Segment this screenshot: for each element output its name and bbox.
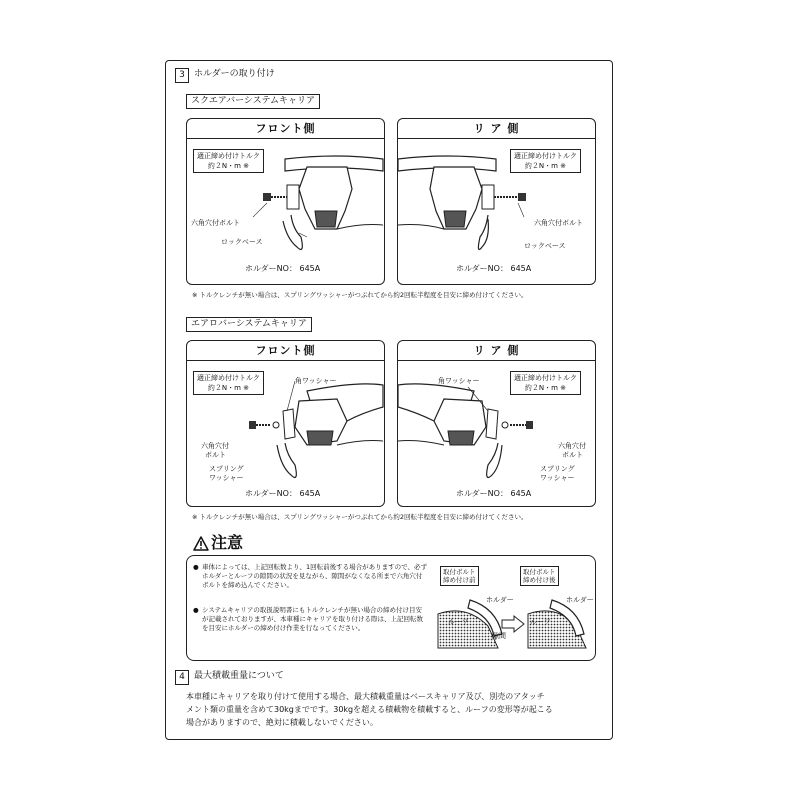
aero-rear-spring-label-2: ワッシャー [540, 474, 575, 482]
holder-label-after: ホルダー [566, 596, 594, 604]
section-4-number: 4 [175, 670, 189, 685]
square-bar-subtitle: スクエアバーシステムキャリア [186, 94, 320, 109]
after-label-1: 取付ボルト [523, 568, 556, 576]
torque-line-2: 約２N・m ※ [524, 162, 567, 170]
aero-rear-header: リ ア 側 [398, 341, 595, 361]
aero-rear-holder-no: ホルダーNO： 645A [456, 489, 532, 498]
square-front-header: フロント側 [187, 119, 384, 139]
bullet-mark: ● [193, 606, 199, 614]
section-3-number: 3 [175, 68, 189, 83]
bullet-mark: ● [193, 563, 199, 571]
body-line-2: メント類の重量を含めて30kgまでです。30kgを超える積載物を積載すると、ルーフの変形等が起こる [186, 705, 553, 714]
square-rear-panel [397, 118, 596, 285]
section-4-title: 最大積載重量について [194, 671, 284, 681]
square-rear-bolt-label: 六角穴付ボルト [534, 219, 583, 227]
torque-line-1: 適正締め付けトルク [514, 374, 577, 382]
before-label-2: 締め付け前 [443, 576, 476, 584]
aero-front-bolt-label-1: 六角穴付 [201, 442, 229, 450]
bullet-text: システムキャリアの取扱説明書にもトルクレンチが無い場合の締め付け目安が記載されておりますが、本車種にキャリアを取り付ける際は、上記回転数を目安にホルダーの締め付け作業を行なってください。 [202, 606, 423, 632]
aero-bar-subtitle: エアロバーシステムキャリア [186, 317, 312, 332]
aero-bar-note: ※ トルクレンチが無い場合は、スプリングワッシャーがつぶれてから約2回転半程度を目安に締め付けてください。 [192, 513, 528, 521]
square-rear-diagram [398, 119, 595, 284]
aero-front-bolt-label-2: ボルト [205, 451, 226, 459]
holder-label-before: ホルダー [486, 596, 514, 604]
square-rear-header: リ ア 側 [398, 119, 595, 139]
torque-line-1: 適正締め付けトルク [197, 152, 260, 160]
body-line-3: 場合がありますので、絶対に積載しないでください。 [186, 718, 378, 727]
gap-label: 隙間 [492, 632, 506, 640]
square-front-holder-no: ホルダーNO： 645A [245, 264, 321, 273]
roof-label-after: ルーフ [530, 618, 551, 626]
section-4-body [186, 690, 586, 729]
aero-rear-bolt-label-1: 六角穴付 [558, 442, 586, 450]
aero-rear-spring-label-1: スプリング [540, 465, 575, 473]
roof-label-before: ルーフ [448, 618, 469, 626]
square-front-torque [193, 149, 264, 173]
body-line-1: 本車種にキャリアを取り付けて使用する場合、最大積載重量はベースキャリア及び、別売のアタッチ [186, 692, 545, 701]
aero-front-header: フロント側 [187, 341, 384, 361]
caution-title: 注意 [211, 533, 244, 552]
after-tighten-box [520, 566, 559, 586]
warning-icon [193, 536, 209, 551]
aero-front-washer-label: 角ワッシャー [295, 377, 337, 385]
aero-rear-washer-label: 角ワッシャー [438, 377, 480, 385]
square-bar-note: ※ トルクレンチが無い場合は、スプリングワッシャーがつぶれてから約2回転半程度を目安に締め付けてください。 [192, 291, 528, 299]
aero-front-panel [186, 340, 385, 507]
aero-front-spring-label-2: ワッシャー [209, 474, 244, 482]
before-label-1: 取付ボルト [443, 568, 476, 576]
square-front-lockbase-label: ロックベース [221, 238, 263, 246]
aero-front-torque [193, 371, 264, 395]
torque-line-2: 約２N・m ※ [207, 162, 250, 170]
before-tighten-box [440, 566, 479, 586]
torque-line-1: 適正締め付けトルク [514, 152, 577, 160]
after-label-2: 締め付け後 [523, 576, 556, 584]
square-front-diagram [187, 119, 384, 284]
aero-front-holder-no: ホルダーNO： 645A [245, 489, 321, 498]
square-front-bolt-label: 六角穴付ボルト [191, 219, 240, 227]
bullet-text: 車体によっては、上記回転数より、1回転前後する場合がありますので、必ずホルダーとルーフの隙間の状況を見ながら、隙間がなくなる所まで六角穴付ボルトを締め込んでください。 [202, 563, 428, 589]
torque-line-2: 約２N・m ※ [524, 384, 567, 392]
torque-line-2: 約２N・m ※ [207, 384, 250, 392]
square-rear-lockbase-label: ロックベース [524, 242, 566, 250]
aero-rear-bolt-label-2: ボルト [562, 451, 583, 459]
torque-line-1: 適正締め付けトルク [197, 374, 260, 382]
square-rear-holder-no: ホルダーNO： 645A [456, 264, 532, 273]
square-front-panel [186, 118, 385, 285]
section-3-title: ホルダーの取り付け [194, 69, 275, 79]
aero-rear-torque [510, 371, 581, 395]
aero-rear-panel [397, 340, 596, 507]
square-rear-torque [510, 149, 581, 173]
aero-front-spring-label-1: スプリング [209, 465, 244, 473]
